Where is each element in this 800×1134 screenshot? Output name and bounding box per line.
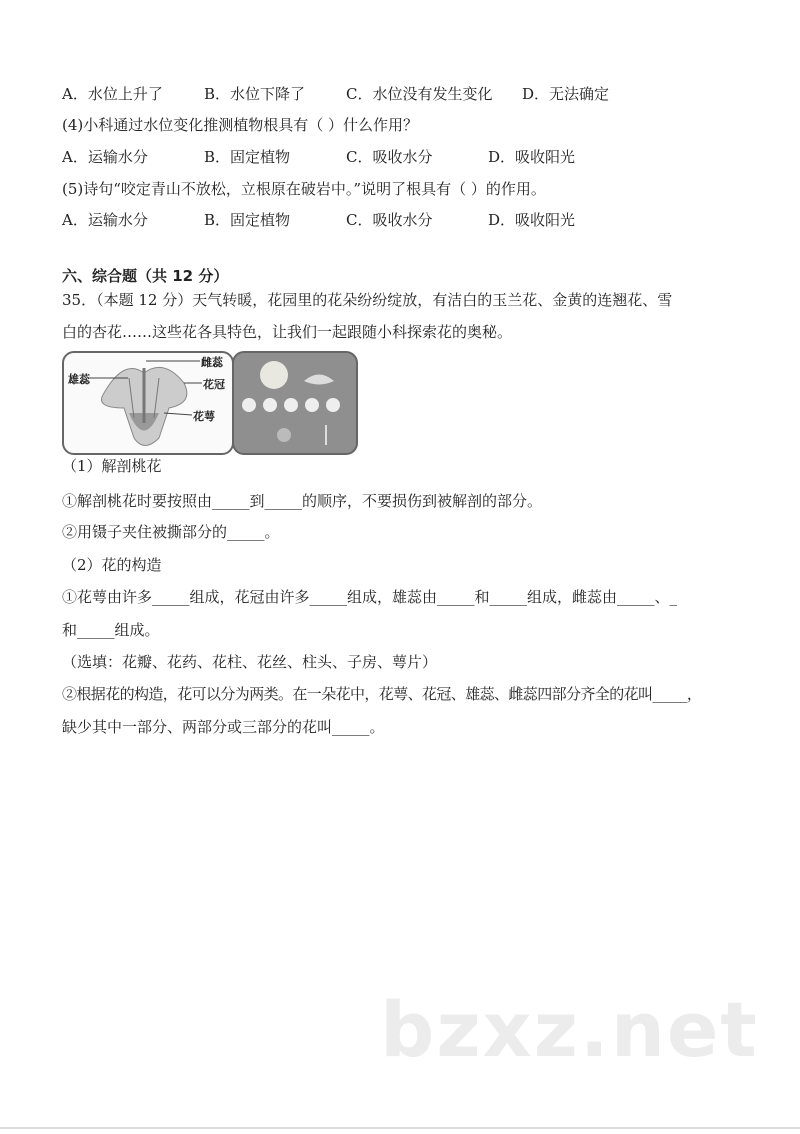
- page-bottom-border: [0, 1127, 800, 1129]
- part1-question-b: ②用镊子夹住被撕部分的_____。: [62, 523, 280, 541]
- q5-option-d: D．吸收阳光: [488, 211, 576, 229]
- q4-option-d: D．吸收阳光: [488, 148, 576, 166]
- q5-question: (5)诗句“咬定青山不放松，立根原在破岩中。”说明了根具有（ ）的作用。: [62, 180, 546, 198]
- part1-title: （1）解剖桃花: [62, 457, 162, 475]
- q35-intro-line1: 35．（本题 12 分）天气转暖，花园里的花朵纷纷绽放，有洁白的玉兰花、金黄的连翘花、雪: [62, 291, 673, 309]
- q4-option-a: A．运输水分: [62, 148, 148, 166]
- section-title: 六、综合题（共 12 分）: [62, 267, 229, 285]
- q5-option-b: B．固定植物: [204, 211, 291, 229]
- label-corolla: 花冠: [203, 378, 225, 391]
- part2-question-a-line2: 和_____组成。: [62, 621, 160, 639]
- label-stamen: 雄蕊: [68, 373, 90, 386]
- flower-diagram: [62, 351, 234, 455]
- watermark: bzxz.net: [380, 985, 759, 1074]
- q3-option-d: D．无法确定: [522, 85, 610, 103]
- part2-question-b-line2: 缺少其中一部分、两部分或三部分的花叫_____。: [62, 718, 385, 736]
- part2-choices: （选填：花瓣、花药、花柱、花丝、柱头、子房、萼片）: [62, 653, 438, 671]
- q4-option-c: C．吸收水分: [346, 148, 433, 166]
- q5-option-c: C．吸收水分: [346, 211, 433, 229]
- q35-intro-line2: 白的杏花……这些花各具特色，让我们一起跟随小科探索花的奥秘。: [62, 323, 513, 341]
- label-pistil: 雌蕊: [201, 356, 223, 369]
- flower-parts-photo: [234, 353, 356, 453]
- part2-question-a-line1: ①花萼由许多_____组成，花冠由许多_____组成，雄蕊由_____和_____组成，雌蕊由_____、_: [62, 588, 678, 606]
- q3-option-b: B．水位下降了: [204, 85, 306, 103]
- part2-title: （2）花的构造: [62, 556, 162, 574]
- q3-option-c: C．水位没有发生变化: [346, 85, 493, 103]
- q4-option-b: B．固定植物: [204, 148, 291, 166]
- part1-question-a: ①解剖桃花时要按照由_____到_____的顺序，不要损伤到被解剖的部分。: [62, 492, 543, 510]
- q5-option-a: A．运输水分: [62, 211, 148, 229]
- label-calyx: 花萼: [193, 410, 215, 423]
- q3-option-a: A．水位上升了: [62, 85, 163, 103]
- dissected-flower-photo: [232, 351, 358, 455]
- q4-question: (4)小科通过水位变化推测植物根具有（ ）什么作用？: [62, 116, 419, 134]
- part2-question-b-line1: ②根据花的构造，花可以分为两类。在一朵花中，花萼、花冠、雄蕊、雌蕊四部分齐全的花叫_____，: [62, 685, 702, 703]
